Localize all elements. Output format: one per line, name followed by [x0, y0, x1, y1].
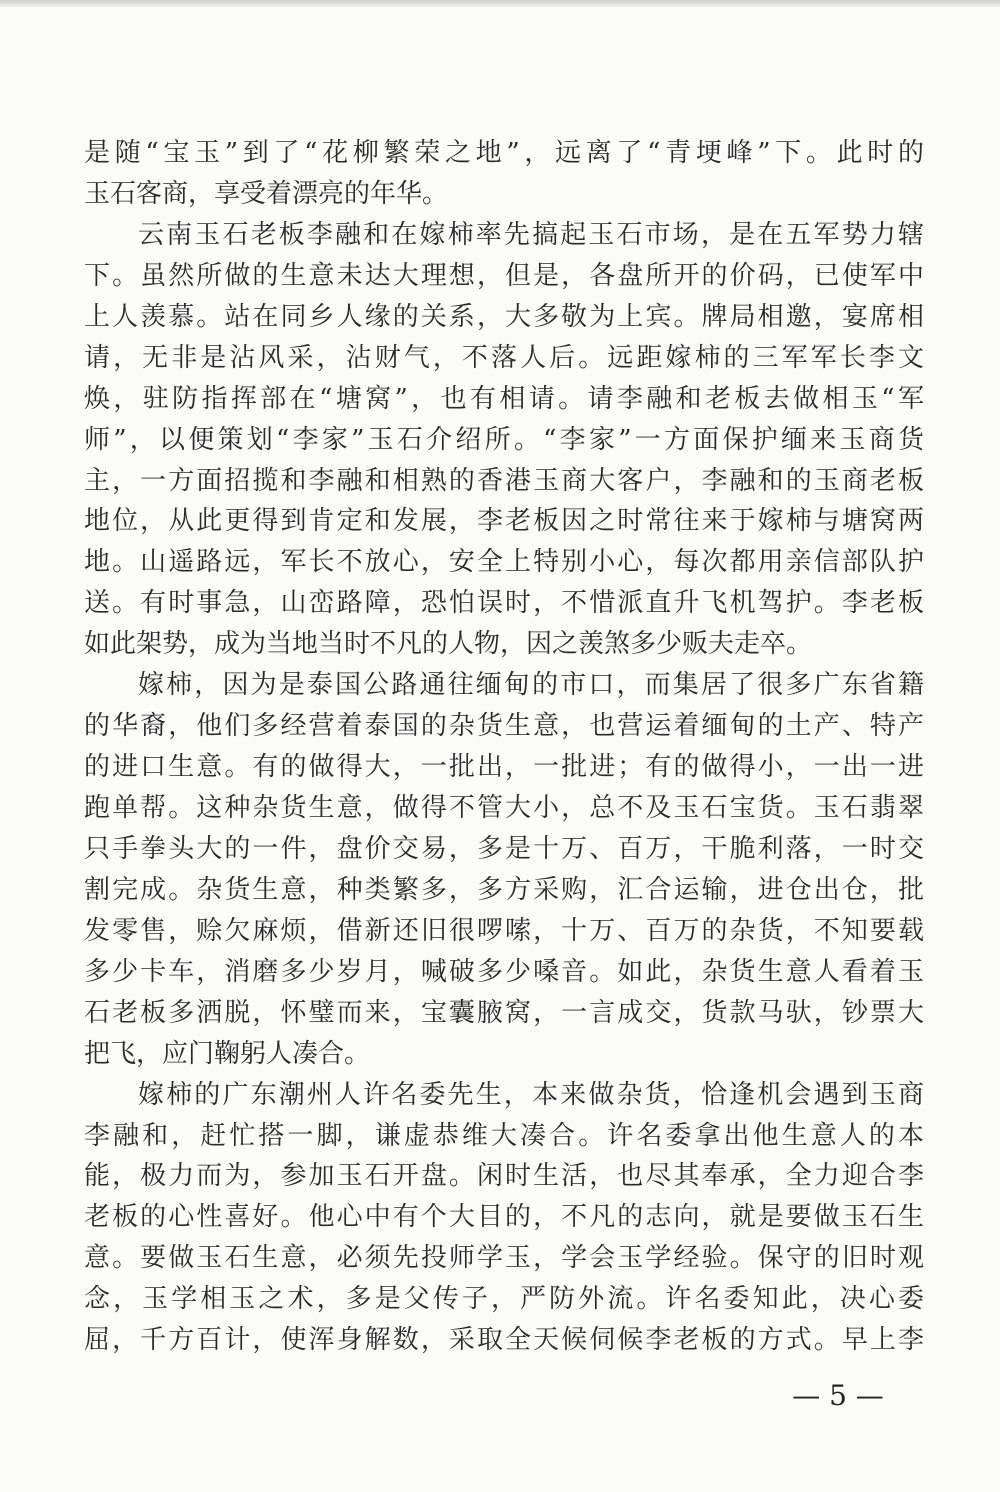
- text-line: 跑单帮。这种杂货生意，做得不管大小，总不及玉石宝货。玉石翡翠: [84, 793, 924, 823]
- text-line: 老板的心性喜好。他心中有个大目的，不凡的志向，就是要做玉石生: [84, 1202, 924, 1233]
- text-line: 念，玉学相玉之术，多是父传子，严防外流。许名委知此，决心委: [84, 1284, 924, 1315]
- text-line: 李融和，赶忙搭一脚，谦虚恭维大凑合。许名委拿出他生意人的本: [84, 1120, 924, 1151]
- text-line: 的进口生意。有的做得大，一批出，一批进；有的做得小，一出一进: [84, 752, 924, 783]
- text-line: 下。虽然所做的生意未达大理想，但是，各盘所开的价码，已使军中: [84, 260, 924, 291]
- text-line: 云南玉石老板李融和在嫁柿率先搞起玉石市场，是在五军势力辖: [138, 219, 924, 250]
- text-line: 师”，以便策划“李家”玉石介绍所。“李家”一方面保护缅来玉商货: [84, 424, 924, 455]
- text-line: 嫁柿的广东潮州人许名委先生，本来做杂货，恰逢机会遇到玉商: [138, 1079, 924, 1110]
- text-line: 发零售，赊欠麻烦，借新还旧很啰嗦，十万、百万的杂货，不知要载: [84, 915, 924, 946]
- text-line: 意。要做玉石生意，必须先投师学玉，学会玉学经验。保守的旧时观: [84, 1243, 924, 1274]
- text-line: 上人羡慕。站在同乡人缘的关系，大多敬为上宾。牌局相邀，宴席相: [84, 301, 924, 332]
- page-number: — 5 —: [792, 1379, 884, 1412]
- body-text: [84, 133, 924, 1361]
- text-line: 多少卡车，消磨多少岁月，喊破多少嗓音。如此，杂货生意人看着玉: [84, 956, 924, 987]
- text-line: 的华裔，他们多经营着泰国的杂货生意，也营运着缅甸的土产、特产: [84, 711, 924, 742]
- text-line: 送。有时事急，山峦路障，恐怕误时，不惜派直升飞机驾护。李老板: [84, 588, 924, 619]
- text-line: 焕，驻防指挥部在“塘窝”，也有相请。请李融和老板去做相玉“军: [84, 383, 924, 414]
- page-top-edge: [0, 0, 1000, 7]
- text-line: 割完成。杂货生意，种类繁多，多方采购，汇合运输，进仓出仓，批: [84, 874, 924, 905]
- text-line: 只手拳头大的一件，盘价交易，多是十万、百万，干脆利落，一时交: [84, 833, 924, 864]
- text-line: 玉石客商，享受着漂亮的年华。: [84, 178, 449, 209]
- text-line: 嫁柿，因为是泰国公路通往缅甸的市口，而集居了很多广东省籍: [138, 670, 924, 701]
- text-line: 石老板多洒脱，怀璧而来，宝囊腋窝，一言成交，货款马驮，钞票大: [84, 997, 924, 1028]
- text-line: 能，极力而为，参加玉石开盘。闲时生活，也尽其奉承，全力迎合李: [84, 1161, 924, 1192]
- text-line: 地。山遥路远，军长不放心，安全上特别小心，每次都用亲信部队护: [84, 547, 924, 578]
- text-line: 地位，从此更得到肯定和发展，李老板因之时常往来于嫁柿与塘窝两: [84, 506, 924, 537]
- text-line: 如此架势，成为当地当时不凡的人物，因之羡煞多少贩夫走卒。: [84, 629, 813, 660]
- text-line: 屈，千方百计，使浑身解数，采取全天候伺候李老板的方式。早上李: [84, 1325, 924, 1356]
- text-line: 把飞，应门鞠躬人凑合。: [84, 1038, 371, 1069]
- text-line: 是随“宝玉”到了“花柳繁荣之地”，远离了“青埂峰”下。此时的: [84, 138, 924, 168]
- text-line: 请，无非是沾风采，沾财气，不落人后。远距嫁柿的三军军长李文: [84, 342, 924, 373]
- text-line: 主，一方面招揽和李融和相熟的香港玉商大客户，李融和的玉商老板: [84, 465, 924, 496]
